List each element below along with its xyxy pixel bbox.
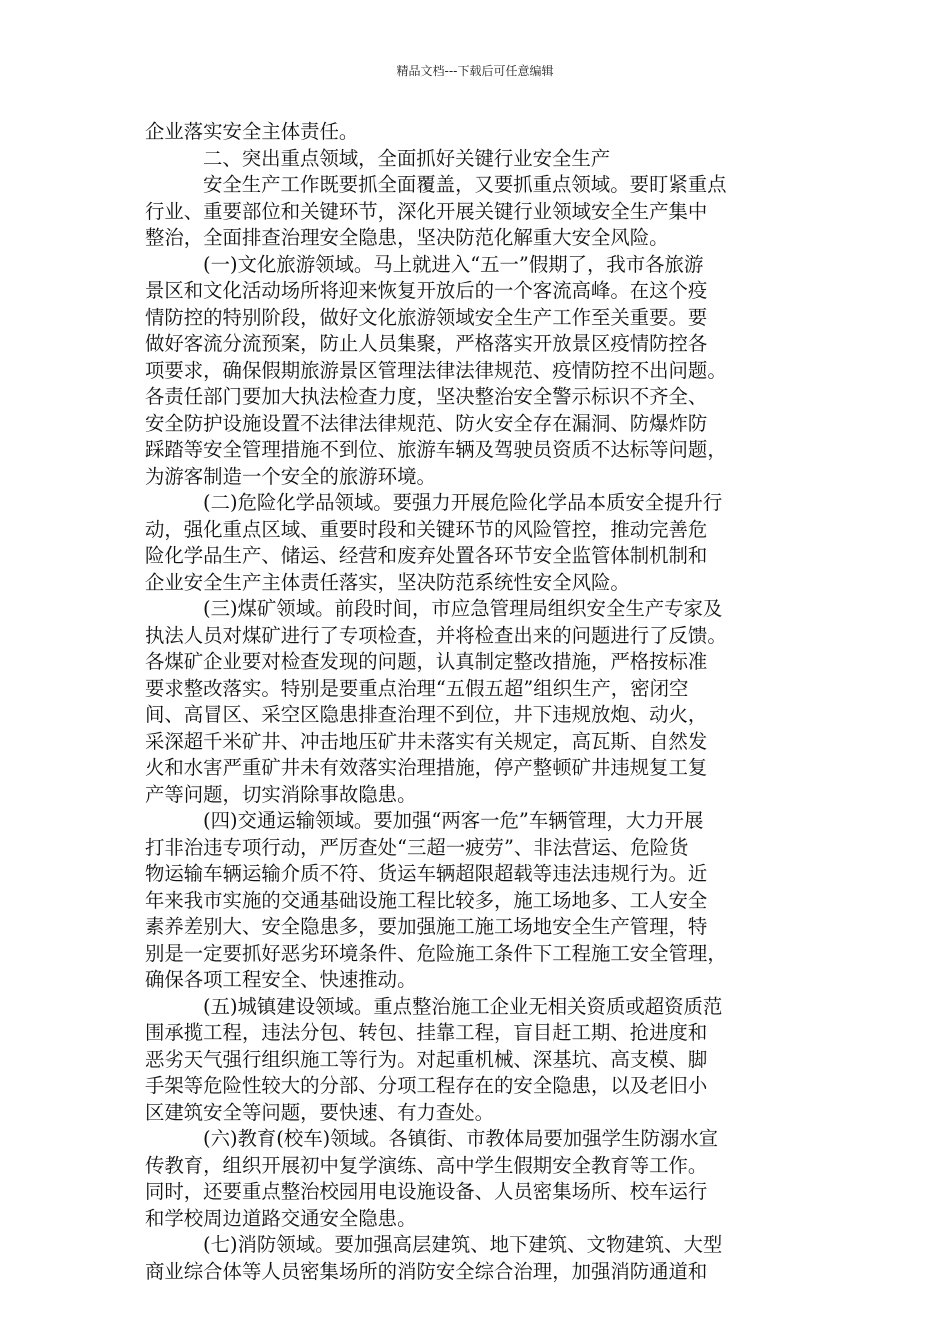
text-line: (七)消防领域。要加强高层建筑、地下建筑、文物建筑、大型	[203, 1233, 723, 1256]
text-line: (四)交通运输领域。要加强“两客一危”车辆管理，大力开展	[203, 809, 704, 832]
text-line: 各煤矿企业要对检查发现的问题，认真制定整改措施，严格按标准	[145, 650, 708, 673]
text-line: 二、突出重点领域，全面抓好关键行业安全生产	[203, 146, 611, 170]
text-line: 安全生产工作既要抓全面覆盖，又要抓重点领域。要盯紧重点	[203, 173, 727, 196]
text-line: 商业综合体等人员密集场所的消防安全综合治理，加强消防通道和	[145, 1259, 708, 1283]
text-line: 区建筑安全等问题，要快速、有力查处。	[145, 1100, 495, 1124]
text-line: 为游客制造一个安全的旅游环境。	[145, 464, 436, 488]
text-line: 同时，还要重点整治校园用电设施设备、人员密集场所、校车运行	[145, 1180, 708, 1203]
text-line: 围承揽工程，违法分包、转包、挂靠工程，盲目赶工期、抢进度和	[145, 1021, 708, 1044]
text-line: 做好客流分流预案，防止人员集聚，严格落实开放景区疫情防控各	[145, 332, 708, 355]
text-line: 执法人员对煤矿进行了专项检查，并将检查出来的问题进行了反馈。	[145, 623, 727, 647]
text-line: 和学校周边道路交通安全隐患。	[145, 1206, 417, 1230]
text-line: 行业、重要部位和关键环节，深化开展关键行业领域安全生产集中	[145, 199, 708, 223]
text-line: (六)教育(校车)领域。各镇街、市教体局要加强学生防溺水宣	[203, 1127, 719, 1150]
text-line: 企业安全生产主体责任落实，坚决防范系统性安全风险。	[145, 570, 630, 594]
text-line: 要求整改落实。特别是要重点治理“五假五超”组织生产，密闭空	[145, 676, 689, 700]
text-line: 企业落实安全主体责任。	[145, 120, 359, 143]
text-line: 间、高冒区、采空区隐患排查治理不到位，井下违规放炮、动火，	[145, 703, 708, 726]
page-header: 精品文档---下载后可任意编辑	[396, 64, 554, 78]
text-line: 情防控的特别阶段，做好文化旅游领域安全生产工作至关重要。要	[145, 305, 708, 329]
text-line: 打非治违专项行动，严厉查处“三超一疲劳”、非法营运、危险货	[145, 835, 689, 859]
text-line: 项要求，确保假期旅游景区管理法律法律规范、疫情防控不出问题。	[145, 358, 727, 382]
text-line: 传教育，组织开展初中复学演练、高中学生假期安全教育等工作。	[145, 1153, 708, 1177]
text-line: 整治，全面排查治理安全隐患，坚决防范化解重大安全风险。	[145, 226, 669, 249]
text-line: 素养差别大、安全隐患多，要加强施工施工场地安全生产管理，特	[145, 915, 708, 938]
text-line: 产等问题，切实消除事故隐患。	[145, 782, 417, 806]
text-line: 别是一定要抓好恶劣环境条件、危险施工条件下工程施工安全管理，	[145, 941, 727, 965]
text-line: 踩踏等安全管理措施不到位、旅游车辆及驾驶员资质不达标等问题，	[145, 438, 727, 461]
text-line: 采深超千米矿井、冲击地压矿井未落实有关规定，高瓦斯、自然发	[145, 729, 708, 753]
text-line: 景区和文化活动场所将迎来恢复开放后的一个客流高峰。在这个疫	[145, 279, 708, 302]
text-line: 确保各项工程安全、快速推动。	[145, 968, 417, 991]
text-line: 各责任部门要加大执法检查力度，坚决整治安全警示标识不齐全、	[145, 385, 708, 408]
document-body	[145, 119, 810, 1285]
text-line: 年来我市实施的交通基础设施工程比较多，施工场地多、工人安全	[145, 888, 708, 912]
text-line: 手架等危险性较大的分部、分项工程存在的安全隐患，以及老旧小	[145, 1074, 708, 1097]
text-line: (五)城镇建设领域。重点整治施工企业无相关资质或超资质范	[203, 994, 723, 1018]
text-line: 物运输车辆运输介质不符、货运车辆超限超载等违法违规行为。近	[145, 862, 708, 885]
text-line: 火和水害严重矿井未有效落实治理措施，停产整顿矿井违规复工复	[145, 756, 708, 779]
text-line: (二)危险化学品领域。要强力开展危险化学品本质安全提升行	[203, 491, 723, 514]
text-line: 安全防护设施设置不法律法律规范、防火安全存在漏洞、防爆炸防	[145, 411, 708, 435]
text-line: 险化学品生产、储运、经营和废弃处置各环节安全监管体制机制和	[145, 544, 708, 567]
text-line: 恶劣天气强行组织施工等行为。对起重机械、深基坑、高支模、脚	[145, 1047, 708, 1071]
text-line: (一)文化旅游领域。马上就进入“五一”假期了，我市各旅游	[203, 252, 704, 276]
text-line: 动，强化重点区域、重要时段和关键环节的风险管控，推动完善危	[145, 517, 708, 541]
text-line: (三)煤矿领域。前段时间，市应急管理局组织安全生产专家及	[203, 597, 723, 620]
